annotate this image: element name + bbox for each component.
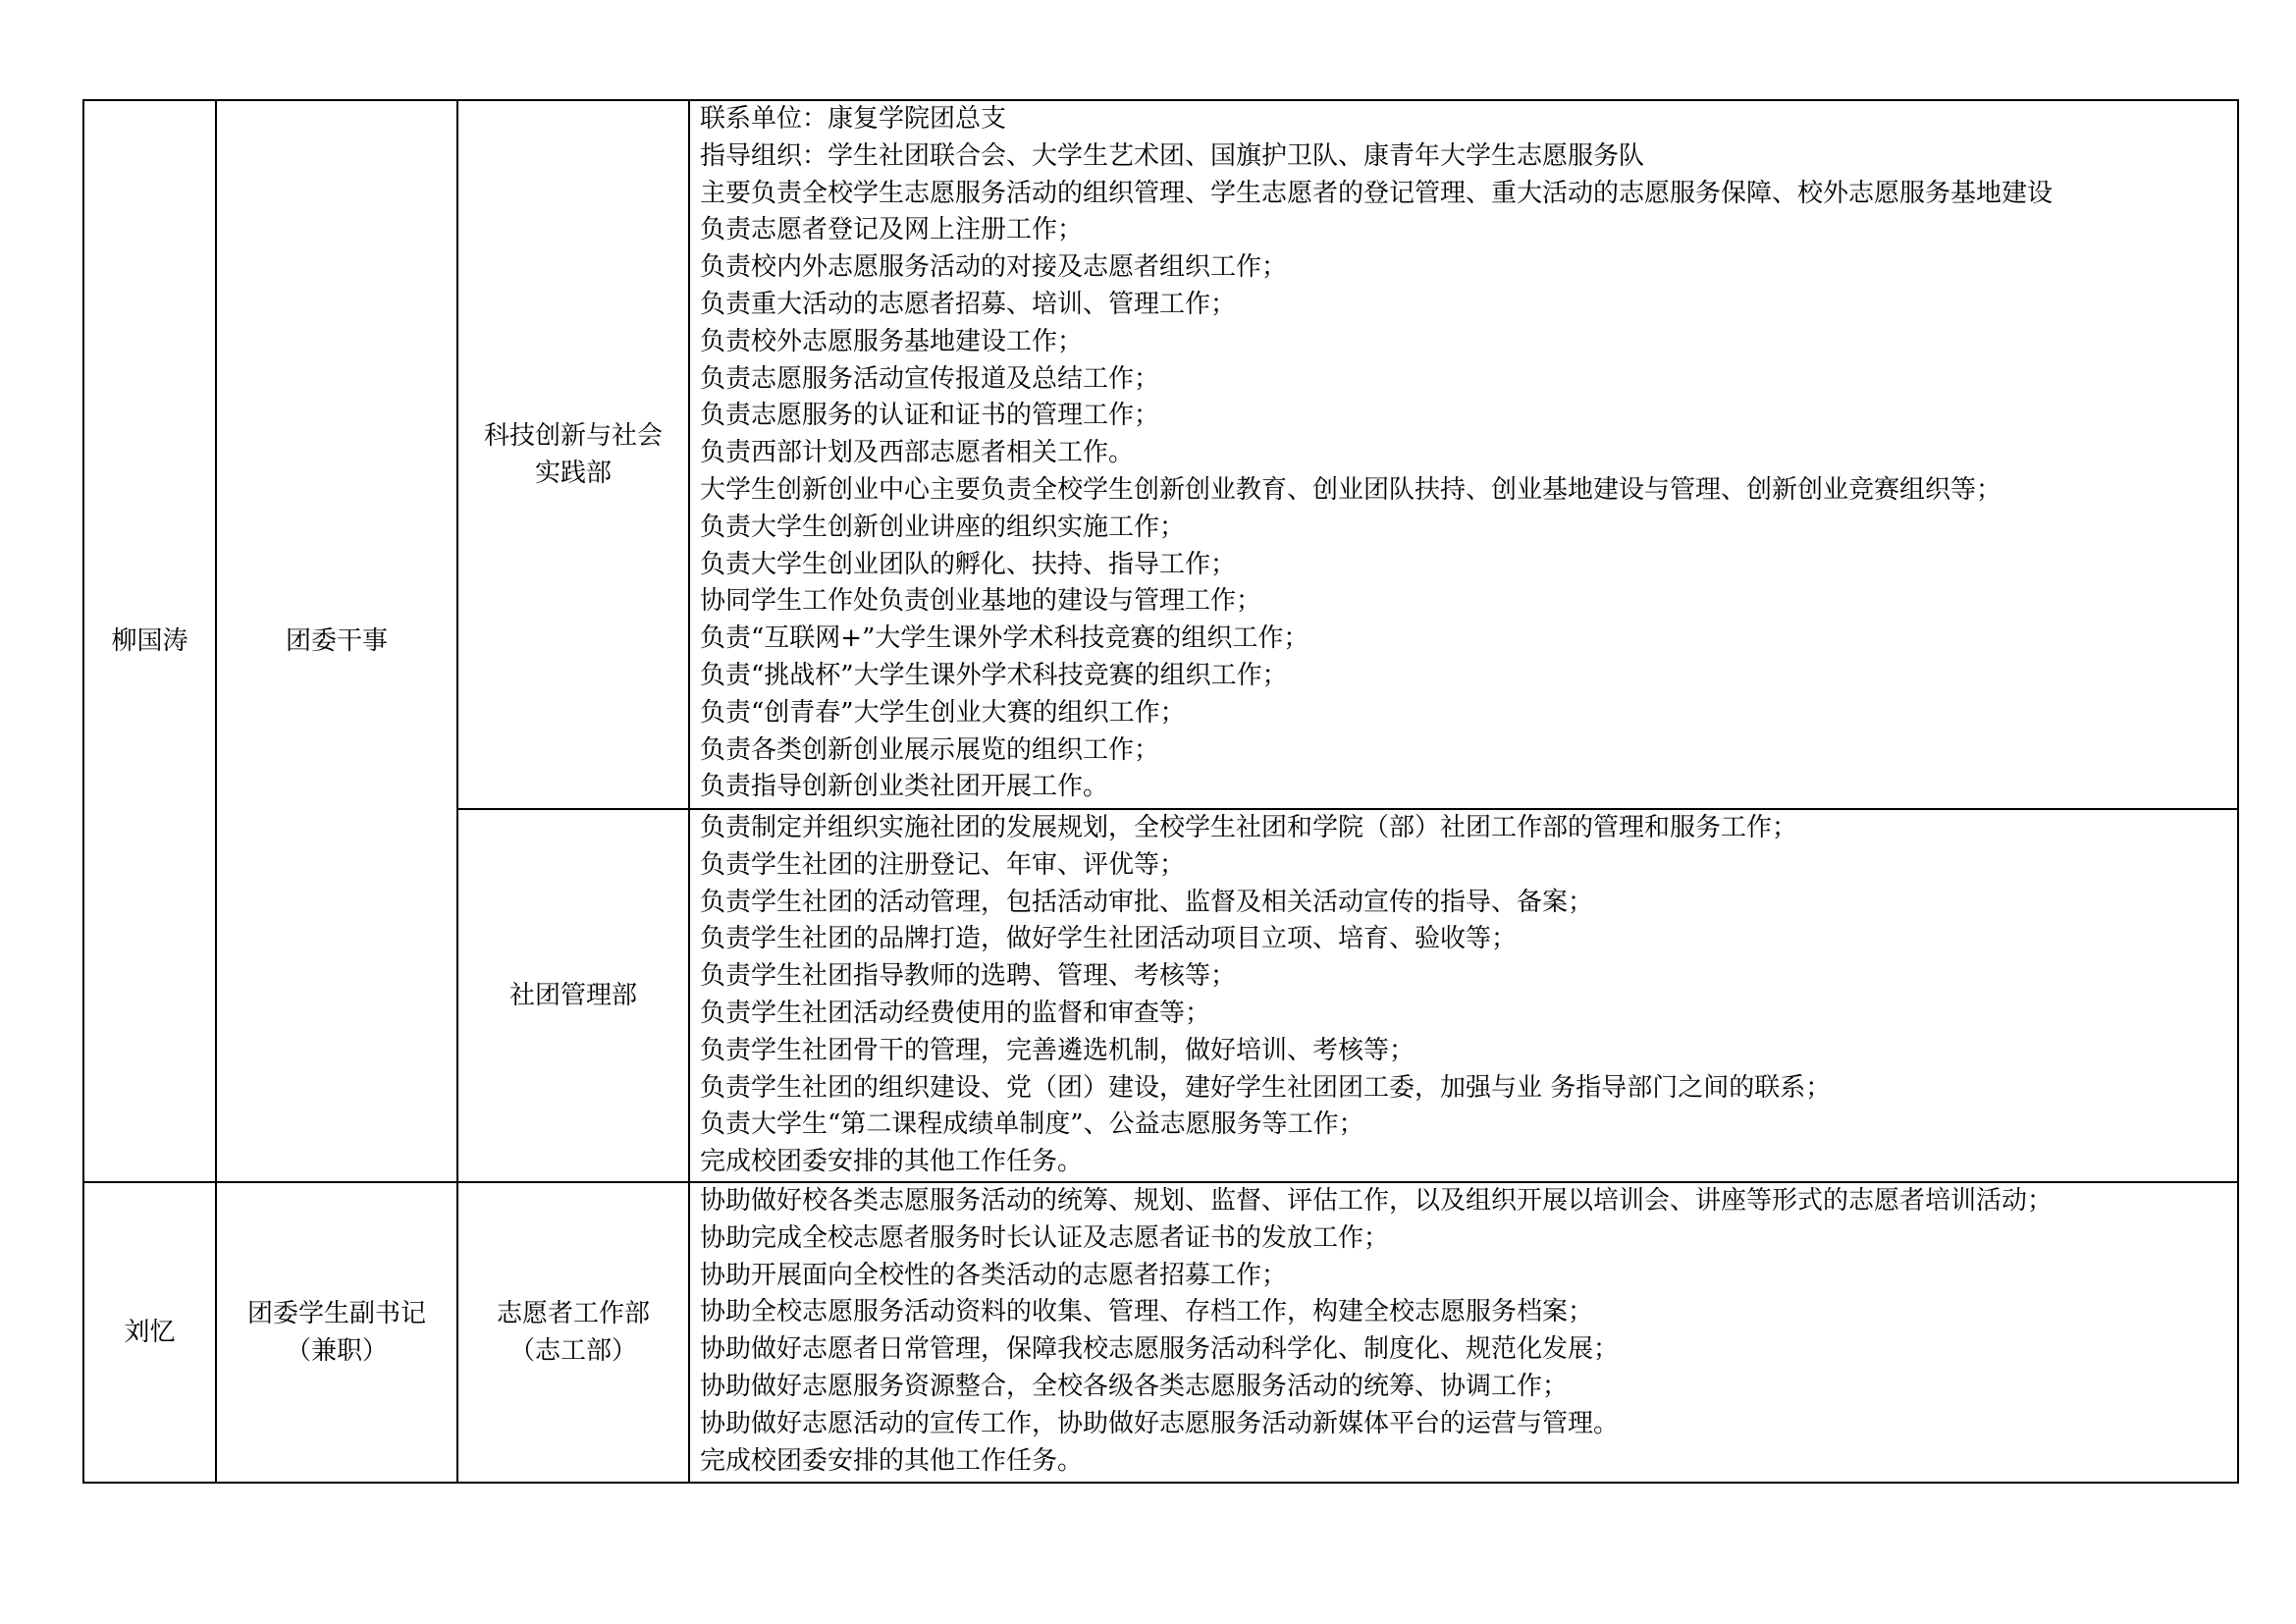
duty-item: 协同学生工作处负责创业基地的建设与管理工作； — [700, 586, 1262, 617]
department-name — [457, 809, 689, 1182]
duty-item: 负责志愿者登记及网上注册工作； — [700, 215, 1084, 245]
staff-name: 柳国涛 — [83, 100, 216, 1182]
department-name-line: （志工部） — [508, 1336, 637, 1366]
staff-role-line: （兼职） — [285, 1336, 388, 1366]
duty-item: 负责各类创新创业展示展览的组织工作； — [700, 734, 1160, 765]
staff-role-line: 团委学生副书记 — [246, 1299, 426, 1328]
duty-item: 负责“挑战杯”大学生课外学术科技竞赛的组织工作； — [700, 660, 1288, 690]
duty-item: 协助做好志愿活动的宣传工作，协助做好志愿服务活动新媒体平台的运营与管理。 — [700, 1408, 1620, 1438]
duty-item: 负责学生社团指导教师的选聘、管理、考核等； — [700, 961, 1237, 992]
duty-item: 负责“互联网+”大学生课外学术科技竞赛的组织工作； — [700, 623, 1309, 654]
department-name-line: 志愿者工作部 — [496, 1299, 650, 1328]
staff-role — [216, 100, 457, 1182]
duty-item: 负责校内外志愿服务活动的对接及志愿者组织工作； — [700, 252, 1288, 283]
duty-item: 协助做好志愿服务资源整合，全校各级各类志愿服务活动的统筹、协调工作； — [700, 1371, 1569, 1401]
table-row — [83, 100, 2238, 809]
department-name — [457, 1182, 689, 1483]
department-name-line: 社团管理部 — [508, 981, 637, 1010]
duty-item: 负责志愿服务的认证和证书的管理工作； — [700, 401, 1160, 431]
duty-item: 负责学生社团骨干的管理，完善遴选机制，做好培训、考核等； — [700, 1035, 1415, 1065]
duty-item: 负责学生社团的活动管理，包括活动审批、监督及相关活动宣传的指导、备案； — [700, 887, 1594, 917]
duty-item: 负责校外志愿服务基地建设工作； — [700, 326, 1084, 356]
duty-item: 负责学生社团的注册登记、年审、评优等； — [700, 849, 1186, 880]
duty-item: 负责学生社团的组织建设、党（团）建设，建好学生社团团工委，加强与业 务指导部门之间的联系； — [700, 1072, 1832, 1103]
staff-duty-table — [82, 99, 2239, 1484]
duty-item: 负责学生社团的品牌打造，做好学生社团活动项目立项、培育、验收等； — [700, 924, 1518, 954]
staff-name: 刘忆 — [83, 1182, 216, 1483]
duty-item: 完成校团委安排的其他工作任务。 — [700, 1147, 1084, 1177]
duty-item: 负责大学生创新创业讲座的组织实施工作； — [700, 512, 1186, 542]
duty-item: 负责志愿服务活动宣传报道及总结工作； — [700, 363, 1160, 394]
duty-item: 协助完成全校志愿者服务时长认证及志愿者证书的发放工作； — [700, 1222, 1390, 1253]
duty-list — [689, 1182, 2238, 1483]
duty-item: 完成校团委安排的其他工作任务。 — [700, 1445, 1084, 1476]
duty-item: 协助做好志愿者日常管理，保障我校志愿服务活动科学化、制度化、规范化发展； — [700, 1334, 1620, 1365]
staff-role — [216, 1182, 457, 1483]
duty-item: 负责重大活动的志愿者招募、培训、管理工作； — [700, 289, 1237, 319]
department-name — [457, 100, 689, 809]
duty-item: 大学生创新创业中心主要负责全校学生创新创业教育、创业团队扶持、创业基地建设与管理、创新创业竞赛组织等； — [700, 474, 2002, 505]
duty-item: 指导组织：学生社团联合会、大学生艺术团、国旗护卫队、康青年大学生志愿服务队 — [700, 140, 1645, 171]
duty-item: 负责大学生创业团队的孵化、扶持、指导工作； — [700, 549, 1237, 579]
duty-item: 主要负责全校学生志愿服务活动的组织管理、学生志愿者的登记管理、重大活动的志愿服务保障、校外志愿服务基地建设 — [700, 178, 2054, 208]
duty-item: 负责学生社团活动经费使用的监督和审查等； — [700, 998, 1211, 1028]
staff-role-line: 团委干事 — [285, 626, 388, 656]
duty-item: 协助开展面向全校性的各类活动的志愿者招募工作； — [700, 1260, 1288, 1290]
table-row — [83, 1182, 2238, 1483]
department-name-line: 科技创新与社会 — [483, 421, 663, 451]
duty-list — [689, 809, 2238, 1182]
duty-item: 负责“创青春”大学生创业大赛的组织工作； — [700, 697, 1186, 728]
duty-item: 负责大学生“第二课程成绩单制度”、公益志愿服务等工作； — [700, 1110, 1364, 1140]
duty-item: 负责指导创新创业类社团开展工作。 — [700, 772, 1109, 802]
duty-item: 联系单位：康复学院团总支 — [700, 104, 1007, 134]
duty-list — [689, 100, 2238, 809]
duty-item: 负责西部计划及西部志愿者相关工作。 — [700, 438, 1135, 468]
department-name-line: 实践部 — [534, 459, 612, 488]
duty-item: 协助全校志愿服务活动资料的收集、管理、存档工作，构建全校志愿服务档案； — [700, 1297, 1594, 1327]
duty-item: 协助做好校各类志愿服务活动的统筹、规划、监督、评估工作，以及组织开展以培训会、讲座等形式的志愿者培训活动； — [700, 1186, 2054, 1216]
duty-item: 负责制定并组织实施社团的发展规划，全校学生社团和学院（部）社团工作部的管理和服务工作； — [700, 813, 1798, 842]
